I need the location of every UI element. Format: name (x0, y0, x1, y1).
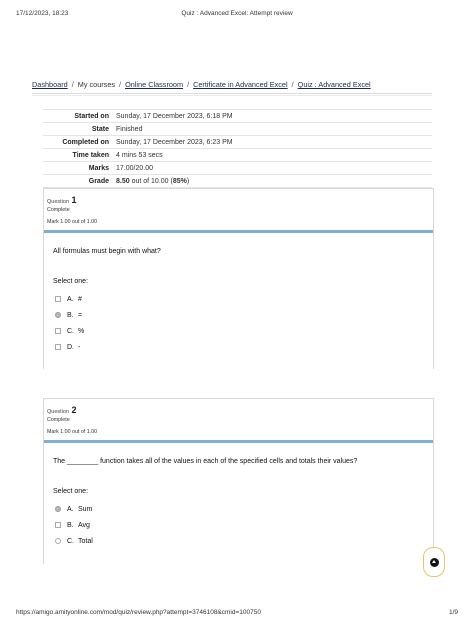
question-grade: Mark 1.00 out of 1.00 (47, 429, 98, 435)
question-number (47, 405, 77, 415)
summary-label: Completed on (43, 136, 116, 149)
print-header (16, 10, 458, 22)
grade-percent: 85% (172, 177, 187, 185)
summary-row-marks (43, 162, 432, 175)
print-url: https://amigo.amityonline.com/mod/quiz/review.php?attempt=3746108&cmid=100750 (16, 609, 261, 616)
breadcrumb-my-courses: My courses (77, 80, 116, 89)
option-text: = (78, 311, 83, 319)
answer-option-c[interactable] (55, 533, 433, 549)
breadcrumb-dashboard[interactable]: Dashboard (32, 80, 68, 89)
checkbox-icon[interactable] (55, 344, 61, 350)
summary-label: Grade (43, 175, 116, 188)
question-state: Complete (47, 207, 70, 213)
scroll-to-top-button[interactable] (423, 547, 445, 577)
answer-options (55, 291, 433, 355)
print-datetime: 17/12/2023, 18:23 (16, 10, 69, 17)
print-title: Quiz : Advanced Excel: Attempt review (181, 10, 293, 17)
option-letter: B. (67, 521, 74, 529)
question-2 (43, 398, 434, 564)
summary-value: 4 mins 53 secs (116, 149, 432, 162)
print-page-number: 1/9 (448, 609, 458, 616)
option-letter: B. (67, 311, 74, 319)
breadcrumb-divider (32, 93, 432, 94)
radio-icon[interactable] (55, 538, 61, 544)
answer-option-b[interactable] (55, 517, 433, 533)
question-grade: Mark 1.00 out of 1.00 (47, 219, 98, 225)
grade-score: 8.50 (116, 177, 130, 185)
option-text: Sum (78, 505, 93, 513)
question-divider (44, 230, 433, 233)
option-letter: A. (67, 505, 74, 513)
summary-row-grade (43, 175, 432, 188)
option-text: - (78, 343, 81, 351)
grade-out-of: out of 10.00 ( (129, 177, 173, 185)
question-1 (43, 188, 434, 369)
answer-option-d[interactable] (55, 339, 433, 355)
option-letter: D. (67, 343, 74, 351)
summary-value: Sunday, 17 December 2023, 6:18 PM (116, 110, 432, 123)
summary-value: 17.00/20.00 (116, 162, 432, 175)
answer-options (55, 501, 433, 549)
option-text: Avg (78, 521, 90, 529)
grade-close: ) (186, 177, 190, 185)
summary-row-started (43, 110, 432, 123)
question-number-value: 2 (71, 405, 77, 415)
breadcrumb-separator: / (187, 80, 190, 89)
summary-value: Finished (116, 123, 432, 136)
checkbox-icon[interactable] (55, 296, 61, 302)
question-number-value: 1 (71, 195, 77, 205)
question-text: The ________ function takes all of the values in each of the specified cells and totals their values? (53, 458, 358, 465)
breadcrumb (32, 80, 432, 89)
question-info (44, 399, 433, 440)
select-one-label: Select one: (53, 278, 89, 285)
answer-option-b[interactable] (55, 307, 433, 323)
breadcrumb-divider (32, 95, 432, 96)
question-label: Question (47, 409, 70, 415)
summary-label: Time taken (43, 149, 116, 162)
option-text: Total (78, 537, 93, 545)
option-text: % (78, 327, 85, 335)
print-footer (16, 609, 458, 621)
chevron-up-icon (430, 558, 439, 567)
select-one-label: Select one: (53, 488, 89, 495)
question-state: Complete (47, 417, 70, 423)
question-divider (44, 440, 433, 443)
checkbox-icon[interactable] (55, 522, 61, 528)
question-number (47, 195, 77, 205)
radio-selected-icon[interactable] (55, 312, 61, 318)
summary-value (116, 175, 432, 188)
breadcrumb-quiz[interactable]: Quiz : Advanced Excel (297, 80, 371, 89)
summary-value: Sunday, 17 December 2023, 6:23 PM (116, 136, 432, 149)
question-text: All formulas must begin with what? (53, 248, 161, 255)
option-letter: A. (67, 295, 74, 303)
summary-label: Marks (43, 162, 116, 175)
breadcrumb-course[interactable]: Certificate in Advanced Excel (193, 80, 288, 89)
option-letter: C. (67, 327, 74, 335)
breadcrumb-separator: / (291, 80, 294, 89)
breadcrumb-online-classroom[interactable]: Online Classroom (125, 80, 184, 89)
question-label: Question (47, 199, 70, 205)
breadcrumb-separator: / (71, 80, 74, 89)
summary-row-completed (43, 136, 432, 149)
answer-option-a[interactable] (55, 291, 433, 307)
option-text: # (78, 295, 82, 303)
attempt-summary-table (43, 109, 432, 188)
breadcrumb-separator: / (119, 80, 122, 89)
checkbox-icon[interactable] (55, 328, 61, 334)
summary-label: State (43, 123, 116, 136)
radio-selected-icon[interactable] (55, 506, 61, 512)
summary-row-time (43, 149, 432, 162)
summary-row-state (43, 123, 432, 136)
question-info (44, 189, 433, 230)
answer-option-c[interactable] (55, 323, 433, 339)
option-letter: C. (67, 537, 74, 545)
summary-label: Started on (43, 110, 116, 123)
answer-option-a[interactable] (55, 501, 433, 517)
